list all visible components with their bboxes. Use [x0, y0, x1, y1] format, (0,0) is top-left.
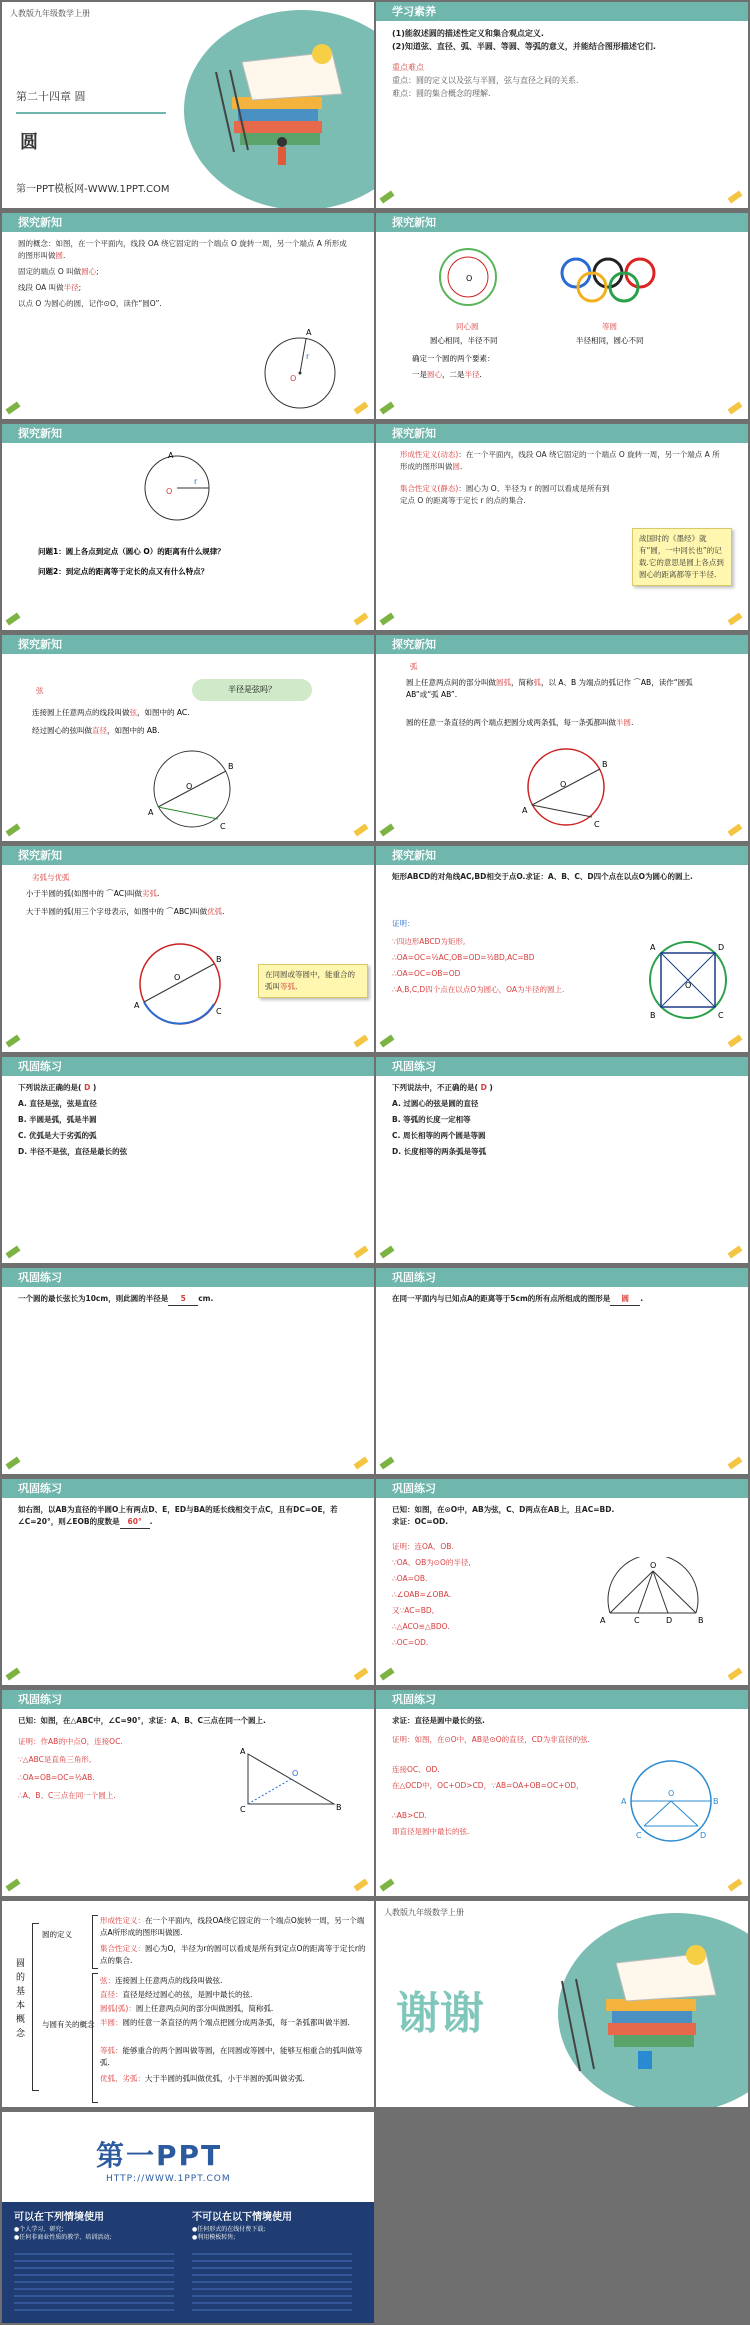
proof-line-3: ∴AB>CD.	[392, 1811, 427, 1820]
text: 圆的任意一条直径的两个端点把圆分成两条弧，每一条弧都叫做半圆.	[122, 2018, 350, 2027]
bracket-main	[32, 1923, 39, 2091]
def-term: 圆	[55, 251, 63, 260]
chord-term: 弦	[129, 708, 137, 717]
label-a: A	[148, 808, 154, 817]
pencil-icon	[728, 1246, 743, 1259]
proof-line-1: ∵四边形ABCD为矩形,	[392, 937, 466, 946]
question	[376, 1287, 748, 1312]
proof-label: 证明：	[392, 919, 415, 928]
arc-types-diagram	[130, 934, 230, 1034]
option-a: A. 过圆心的弦是圆的直径	[392, 1099, 479, 1108]
slide-arc	[376, 635, 748, 841]
pencil-icon	[354, 1668, 369, 1681]
summary-def-1	[100, 1915, 370, 1939]
arc-text-2: ，简称	[511, 678, 534, 687]
question-text: 一个圆的最长弦长为10cm，则此圆的半径是	[18, 1294, 169, 1303]
label-a: A	[650, 943, 656, 952]
site-url[interactable]: HTTP://WWW.1PPT.COM	[106, 2174, 231, 2184]
label-o: O	[560, 780, 567, 789]
slide-header: 巩固练习	[2, 1268, 374, 1287]
text: 大于半圆的弧叫做优弧，小于半圆的弧叫做劣弧.	[145, 2074, 305, 2083]
slide-exercise-7	[2, 1690, 374, 1896]
option-b: B. 半圆是弧，弧是半圆	[18, 1115, 97, 1124]
summary-major-minor	[100, 2073, 370, 2085]
slide-header: 探究新知	[2, 424, 374, 443]
pencil-icon	[728, 1668, 743, 1681]
label: 直径：	[100, 1990, 123, 1999]
proof-line-3: ∴A、B、C三点在同一个圆上.	[18, 1791, 116, 1800]
rectangle-diagram	[638, 930, 738, 1030]
proof-line-5: ∴△ACO≌△BDO.	[392, 1622, 450, 1631]
question-end: )	[489, 1083, 493, 1092]
slide-concentric	[376, 213, 748, 419]
minor-arc-def: 小于半圆的弧(如图中的 ⌒AC)叫做劣弧.	[26, 889, 160, 898]
answer: 圆	[610, 1293, 640, 1306]
arc-notation: ，以 A、B 为端点的弧记作 ⌒AB，读作“圆弧 AB”或“弧 AB”.	[406, 678, 693, 699]
question-text: 在同一平面内与已知点A的距离等于5cm的所有点所组成的图形是	[392, 1294, 611, 1303]
label-b: B	[698, 1616, 704, 1625]
proof-line-1: ∵OA、OB为⊙O的半径,	[392, 1558, 471, 1567]
pencil-icon	[728, 1035, 743, 1048]
circles-diagram	[376, 235, 748, 335]
pencil-icon	[380, 1457, 395, 1470]
summary-equal-arc	[100, 2045, 370, 2069]
text: 圆心为O，半径为r的圆可以看成是所有到定点O的距离等于定长r的点的集合.	[100, 1944, 366, 1965]
ans-4: 半径	[464, 370, 480, 379]
chapter-title: 第二十四章 圆	[16, 90, 86, 103]
proof-line-4: 即直径是圆中最长的弦.	[392, 1827, 470, 1836]
group-definition: 圆的定义	[42, 1930, 72, 1939]
slide-header: 探究新知	[2, 213, 374, 232]
equal-label: 等圆	[602, 322, 617, 331]
radius-text: 线段 OA 叫做	[18, 283, 64, 292]
not-allowed-heading: 不可以在以下情境使用	[192, 2212, 292, 2223]
goal-1: (1)能叙述圆的描述性定义和集合观点定义.	[392, 29, 544, 38]
ans-3: ，二是	[442, 370, 465, 379]
site-label: 第一PPT模板网-WWW.1PPT.COM	[16, 184, 170, 195]
slide-header: 巩固练习	[2, 1057, 374, 1076]
notation-line: 以点 O 为圆心的圆，记作⊙O，读作“圆O”.	[18, 299, 162, 308]
pencil-icon	[6, 1457, 21, 1470]
elements-answer: 一是圆心，二是半径.	[412, 370, 482, 379]
static-label: 集合性定义(静态)	[400, 484, 459, 493]
bracket-def	[92, 1915, 98, 1969]
pencil-icon	[728, 613, 743, 626]
link-list-right	[192, 2248, 352, 2316]
pencil-icon	[354, 613, 369, 626]
slide-goals	[376, 2, 748, 208]
text: 在一个平面内，线段OA绕它固定的一个端点O旋转一周，另一个端点A所形成的图形叫做圆.	[100, 1916, 365, 1937]
arc-term: 圆弧	[496, 678, 511, 687]
question-text: 如右图，以AB为直径的半圆O上有两点D、E，ED与BA的延长线相交于点C，且有DC=OE，若∠C=20°，则∠EOB的度数是	[18, 1505, 338, 1526]
slide-header: 探究新知	[376, 213, 748, 232]
slide-exercise-3	[2, 1268, 374, 1474]
allowed-1: ●个人学习、研究;	[14, 2226, 64, 2233]
slide-header: 巩固练习	[376, 1268, 748, 1287]
pencil-icon	[6, 402, 21, 415]
pencil-icon	[354, 1457, 369, 1470]
label-d: D	[718, 943, 725, 952]
pencil-icon	[728, 191, 743, 204]
label-a: A	[168, 451, 174, 460]
dynamic-term: 圆	[452, 462, 460, 471]
slide-chord	[2, 635, 374, 841]
chord-proof-diagram	[598, 1557, 708, 1637]
label: 优弧、劣弧：	[100, 2074, 145, 2083]
proof-line-3: ∴∠OAB=∠OBA.	[392, 1590, 451, 1599]
divider	[16, 112, 166, 114]
minor-term: 劣弧	[141, 889, 157, 898]
pencil-icon	[6, 1246, 21, 1259]
slide-exercise-4	[376, 1268, 748, 1474]
pencil-icon	[380, 613, 395, 626]
diameter-example: ，如图中的 AB.	[107, 726, 160, 735]
major-text: 大于半圆的弧(用三个字母表示，如图中的 ⌒ABC)叫做	[26, 907, 208, 916]
arc-types-heading: 劣弧与优弧	[32, 873, 70, 882]
label-c: C	[594, 820, 600, 829]
usage-panel	[2, 2202, 374, 2323]
label-o: O	[650, 1561, 657, 1570]
logo-text: 第一PPT	[96, 2139, 223, 2172]
option-c: C. 优弧是大于劣弧的弧	[18, 1131, 97, 1140]
label-d: D	[666, 1616, 673, 1625]
semicircle-term: 半圆	[616, 718, 631, 727]
pencil-icon	[354, 1246, 369, 1259]
arc-diagram	[516, 743, 616, 835]
label: 等弧：	[100, 2046, 123, 2055]
difficulty: 难点：圆的集合概念的理解.	[392, 89, 491, 98]
slide-header: 探究新知	[376, 846, 748, 865]
pencil-icon	[6, 613, 21, 626]
ans-1: 一是	[412, 370, 427, 379]
note-term: 等弧	[280, 982, 295, 991]
key-point: 重点：圆的定义以及弦与半圆，弦与直径之间的关系.	[392, 76, 579, 85]
question	[2, 1287, 374, 1312]
link-list-left	[14, 2248, 174, 2316]
radius-term: 半径	[63, 283, 79, 292]
label-b: B	[650, 1011, 656, 1020]
chord-def	[32, 707, 190, 719]
slide-thanks	[376, 1901, 748, 2107]
semicircle-def: 圆的任意一条直径的两个端点把圆分成两条弧，每一条弧都叫做半圆.	[406, 718, 634, 727]
label-a: A	[240, 1747, 246, 1756]
elements-question: 确定一个圆的两个要素：	[412, 354, 495, 363]
proof-line-1: 连接OC、OD.	[392, 1765, 440, 1774]
key-heading: 重点难点	[392, 63, 424, 72]
slide-header: 探究新知	[2, 635, 374, 654]
answer: 5	[168, 1293, 198, 1306]
label-d: D	[700, 1831, 707, 1840]
question-text: 已知：如图，在⊙O中，AB为弦，C、D两点在AB上，且AC=BD.	[392, 1505, 615, 1514]
label: 圆弧(弧)：	[100, 2004, 136, 2013]
equal-arc-note: 在同圆或等圆中，能重合的弧叫等弧.	[258, 964, 368, 998]
pencil-icon	[728, 1879, 743, 1892]
option-a: A. 直径是弦，弦是直径	[18, 1099, 97, 1108]
label-b: B	[216, 955, 222, 964]
proof-line-2: ∴OA=OB=OC=½AB.	[18, 1773, 95, 1782]
pencil-icon	[728, 824, 743, 837]
option-d: D. 半径不是弦，直径是最长的弦	[18, 1147, 128, 1156]
label-o: O	[668, 1789, 675, 1798]
top-label: 人教版九年级数学上册	[384, 1908, 464, 1917]
center-text: 固定的端点 O 叫做	[18, 267, 82, 276]
triangle-diagram	[238, 1746, 348, 1816]
text: 能够重合的两个圆叫做等圆，在同圆或等圆中，能够互相重合的弧叫做等弧.	[100, 2046, 363, 2067]
slide-header: 探究新知	[376, 635, 748, 654]
slide-exercise-1	[2, 1057, 374, 1263]
label-a: A	[306, 328, 312, 337]
title-illustration	[2, 2, 374, 208]
question-end: .	[640, 1294, 644, 1303]
pencil-icon	[728, 1457, 743, 1470]
def-line: 圆的概念：如图，在一个平面内，线段 OA 绕它固定的一个端点 O 旋转一周，另一个端点 A 所形成的图形叫做圆.	[18, 239, 347, 260]
question-text: 下列说法中，不正确的是(	[392, 1083, 478, 1092]
label-c: C	[220, 822, 226, 831]
label-o: O	[466, 274, 473, 283]
label-o: O	[186, 782, 193, 791]
label-c: C	[636, 1831, 642, 1840]
summary-def-2	[100, 1943, 370, 1967]
proof-line-2: ∴OA=OB.	[392, 1574, 428, 1583]
question	[18, 1082, 358, 1094]
diameter-term: 直径	[92, 726, 107, 735]
center-line: 固定的端点 O 叫做圆心;	[18, 267, 99, 276]
problem-text: 矩形ABCD的对角线AC,BD相交于点O.求证：A、B、C、D四个点在以点O为圆心的圆上.	[392, 872, 693, 881]
question-end: .	[149, 1517, 153, 1526]
label: 集合性定义：	[100, 1944, 145, 1953]
slide-questions	[2, 424, 374, 630]
label-o: O	[685, 981, 692, 990]
label-r: r	[194, 477, 198, 486]
pencil-icon	[6, 1879, 21, 1892]
label-c: C	[718, 1011, 724, 1020]
semicircle-text: 圆的任意一条直径的两个端点把圆分成两条弧，每一条弧都叫做	[406, 718, 616, 727]
concentric-desc: 圆心相同，半径不同	[430, 336, 498, 345]
pencil-icon	[380, 402, 395, 415]
lesson-title: 圆	[20, 132, 38, 153]
label: 弦：	[100, 1976, 115, 1985]
proof-label: 证明：如图，在⊙O中，AB是⊙O的直径，CD为非直径的弦.	[392, 1735, 591, 1744]
slide-exercise-6	[376, 1479, 748, 1685]
slide-exercise-5	[2, 1479, 374, 1685]
pencil-icon	[380, 191, 395, 204]
question	[2, 1498, 369, 1535]
pencil-icon	[380, 1035, 395, 1048]
proof-line-6: ∴OC=OD.	[392, 1638, 429, 1647]
def-text: 圆的概念：如图，在一个平面内，线段 OA 绕它固定的一个端点 O 旋转一周，另一个端点 A 所形成的图形叫做	[18, 239, 347, 260]
slide-summary	[2, 1901, 374, 2107]
slide-exercise-2	[376, 1057, 748, 1263]
logo-area	[2, 2112, 374, 2202]
proof-line-3: ∴OA=OC=OB=OD	[392, 969, 461, 978]
label: 半圆：	[100, 2018, 123, 2027]
concentric-label: 同心圆	[456, 322, 479, 331]
label-b: B	[602, 760, 608, 769]
text: 直径是经过圆心的弦，是圆中最长的弦.	[122, 1990, 253, 1999]
summary-semicircle	[100, 2017, 370, 2029]
chord-heading: 弦	[36, 686, 44, 695]
chord-text: 连接圆上任意两点的线段叫做	[32, 708, 130, 717]
proof-label: 证明：连OA、OB.	[392, 1542, 454, 1551]
proof-line-4: ∴A,B,C,D四个点在以点O为圆心，OA为半径的圆上.	[392, 985, 565, 994]
label-r: r	[306, 352, 310, 361]
diameter-proof-diagram	[616, 1746, 726, 1856]
pencil-icon	[354, 824, 369, 837]
note-text: 在同圆或等圆中，能重合的弧叫	[265, 970, 355, 991]
option-d: D. 长度相等的两条弧是等弧	[392, 1147, 487, 1156]
slide-circle-concept	[2, 213, 374, 419]
center-term: 圆心	[81, 267, 97, 276]
label-b: B	[713, 1797, 719, 1806]
static-def	[400, 483, 610, 507]
major-term: 优弧	[207, 907, 223, 916]
chord-diagram	[142, 745, 242, 835]
slide-header: 巩固练习	[376, 1057, 748, 1076]
answer: D	[84, 1083, 91, 1092]
label-a: A	[600, 1616, 606, 1625]
not-allowed-1: ●任何形式的在线付费下载;	[192, 2226, 266, 2233]
proof-label: 证明：作AB的中点O，连接OC.	[18, 1737, 123, 1746]
ans-2: 圆心	[427, 370, 442, 379]
pencil-icon	[380, 824, 395, 837]
diameter-text: 经过圆心的弦叫做	[32, 726, 92, 735]
slide-credits	[2, 2112, 374, 2323]
label-c: C	[216, 1007, 222, 1016]
circle-diagram	[260, 323, 350, 413]
top-label: 人教版九年级数学上册	[10, 9, 90, 18]
pencil-icon	[354, 402, 369, 415]
question-end: )	[92, 1083, 97, 1092]
label-b: B	[228, 762, 234, 771]
answer: D	[480, 1083, 487, 1092]
slide-header: 巩固练习	[376, 1690, 748, 1709]
slide-header: 巩固练习	[376, 1479, 748, 1498]
radius-line: 线段 OA 叫做半径;	[18, 283, 82, 292]
label-c: C	[240, 1805, 246, 1814]
summary-diameter	[100, 1989, 370, 2001]
proof-line-4: 又∵AC=BD,	[392, 1606, 435, 1615]
summary-root: 圆的基本概念	[16, 1959, 26, 2039]
dynamic-def: 形成性定义(动态)：在一个平面内，线段 OA 绕它固定的一个端点 O 旋转一周，另一个端点 A 所形成的图形叫做圆.	[400, 450, 720, 471]
arc-term-2: 弧	[533, 678, 541, 687]
slide-exercise-8	[376, 1690, 748, 1896]
history-note: 战国时的《墨经》就有“圆，一中同长也”的记载.它的意思是圆上各点到圆心的距离都等于半径.	[632, 528, 732, 586]
pencil-icon	[6, 824, 21, 837]
label-o: O	[292, 1769, 299, 1778]
text: 圆上任意两点间的部分叫做圆弧，简称弧.	[135, 2004, 274, 2013]
goal-2: (2)知道弦、直径、弧、半圆、等圆、等弧的意义，并能结合图形描述它们.	[392, 42, 656, 51]
allowed-2: ●任何非商业性质的教学、培训活动;	[14, 2234, 112, 2241]
arc-def	[406, 677, 726, 701]
label-o: O	[290, 374, 297, 383]
slide-header: 巩固练习	[2, 1479, 374, 1498]
question-text: 下列说法正确的是(	[18, 1083, 82, 1092]
circle-diagram	[132, 448, 222, 528]
question-2: 问题2：到定点的距离等于定长的点又有什么特点？	[38, 567, 209, 576]
question-1: 问题1：圆上各点到定点（圆心 O）的距离有什么规律？	[38, 547, 225, 556]
question-bubble: 半径是弦吗？	[192, 679, 312, 701]
pencil-icon	[380, 1246, 395, 1259]
summary-chord	[100, 1975, 370, 1987]
slide-title	[2, 2, 374, 208]
minor-text: 小于半圆的弧(如图中的 ⌒AC)叫做	[26, 889, 142, 898]
label-b: B	[336, 1803, 342, 1812]
slide-rectangle-proof	[376, 846, 748, 1052]
diameter-def	[32, 725, 160, 737]
thanks-text: 谢谢	[396, 1988, 484, 2039]
bracket-related	[92, 1973, 98, 2103]
pencil-icon	[380, 1668, 395, 1681]
question	[392, 1082, 732, 1094]
proof-line-1: ∵△ABC是直角三角形,	[18, 1755, 92, 1764]
not-allowed-2: ●利用模板转售;	[192, 2234, 236, 2241]
arc-heading: 弧	[410, 662, 418, 671]
label-a: A	[522, 806, 528, 815]
label-a: A	[134, 1001, 140, 1010]
option-c: C. 周长相等的两个圆是等圆	[392, 1131, 486, 1140]
equal-desc: 半径相同，圆心不同	[576, 336, 644, 345]
slide-header: 巩固练习	[2, 1690, 374, 1709]
text: 连接圆上任意两点的线段叫做弦.	[115, 1976, 223, 1985]
pencil-icon	[354, 1035, 369, 1048]
slide-header: 探究新知	[376, 424, 748, 443]
dynamic-text: ：在一个平面内，线段 OA 绕它固定的一个端点 O 旋转一周，另一个端点 A 所形成的图形叫做	[400, 450, 720, 471]
label-a: A	[621, 1797, 627, 1806]
summary-arc	[100, 2003, 370, 2015]
slide-header: 学习素养	[376, 2, 748, 21]
slide-major-minor-arc	[2, 846, 374, 1052]
question-goal: 求证：OC=OD.	[392, 1517, 449, 1526]
pencil-icon	[6, 1668, 21, 1681]
slide-definitions	[376, 424, 748, 630]
label-o: O	[174, 973, 181, 982]
chord-example: ，如图中的 AC.	[137, 708, 190, 717]
pencil-icon	[380, 1879, 395, 1892]
group-related: 与圆有关的概念	[42, 2020, 95, 2029]
answer: 60°	[120, 1516, 150, 1529]
option-b: B. 等弧的长度一定相等	[392, 1115, 471, 1124]
proof-line-2: ∴OA=OC=½AC,OB=OD=½BD,AC=BD	[392, 953, 535, 962]
label: 形成性定义：	[100, 1916, 145, 1925]
label-o: O	[166, 487, 173, 496]
major-arc-def: 大于半圆的弧(用三个字母表示，如图中的 ⌒ABC)叫做优弧.	[26, 907, 225, 916]
arc-text: 圆上任意两点间的部分叫做	[406, 678, 496, 687]
proof-line-2: 在△OCD中，OC+OD>CD，∵AB=OA+OB=OC+OD，	[392, 1781, 584, 1790]
pencil-icon	[6, 1035, 21, 1048]
empty-cell	[376, 2112, 748, 2323]
dynamic-label: 形成性定义(动态)	[400, 450, 459, 459]
slide-header: 探究新知	[2, 846, 374, 865]
question-text: 已知：如图，在△ABC中，∠C=90°，求证：A、B、C三点在同一个圆上.	[18, 1716, 266, 1725]
question-text: 求证：直径是圆中最长的弦.	[392, 1716, 485, 1725]
pencil-icon	[728, 402, 743, 415]
allowed-heading: 可以在下列情境使用	[14, 2212, 104, 2223]
label-c: C	[634, 1616, 640, 1625]
unit: cm.	[198, 1294, 214, 1303]
pencil-icon	[354, 1879, 369, 1892]
static-text: ：圆心为 O、半径为 r 的圆可以看成是所有到定点 O 的距离等于定长 r 的点的集合.	[400, 484, 610, 505]
